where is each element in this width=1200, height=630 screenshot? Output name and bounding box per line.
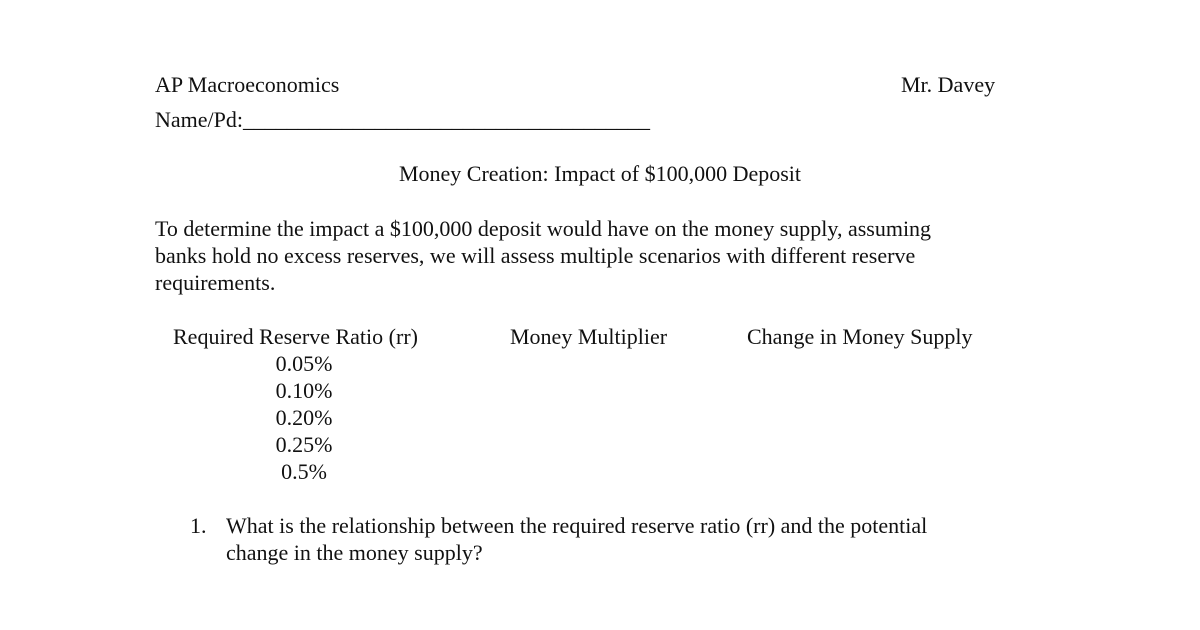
rr-value: 0.5% bbox=[281, 459, 327, 484]
name-period-line bbox=[155, 106, 650, 133]
header-money-multiplier: Money Multiplier bbox=[510, 324, 668, 349]
intro-line-2: banks hold no excess reserves, we will assess multiple scenarios with different reserve bbox=[155, 243, 916, 268]
page-title: Money Creation: Impact of $100,000 Deposit bbox=[398, 161, 802, 186]
header-reserve-ratio: Required Reserve Ratio (rr) bbox=[173, 324, 418, 349]
rr-value: 0.25% bbox=[275, 432, 333, 457]
question-number: 1. bbox=[190, 513, 207, 538]
name-label: Name/Pd: bbox=[155, 107, 243, 132]
rr-value: 0.05% bbox=[275, 351, 333, 376]
name-blank: _____________________________________ bbox=[243, 107, 650, 132]
question-line-2: change in the money supply? bbox=[226, 540, 483, 565]
header-change-money-supply: Change in Money Supply bbox=[747, 324, 973, 349]
intro-line-1: To determine the impact a $100,000 deposit would have on the money supply, assuming bbox=[155, 216, 932, 241]
intro-line-3: requirements. bbox=[155, 270, 276, 295]
course-title: AP Macroeconomics bbox=[155, 72, 340, 97]
rr-value: 0.20% bbox=[275, 405, 333, 430]
teacher-name: Mr. Davey bbox=[901, 72, 996, 97]
question-line-1: What is the relationship between the required reserve ratio (rr) and the potential bbox=[226, 513, 928, 538]
rr-value: 0.10% bbox=[275, 378, 333, 403]
